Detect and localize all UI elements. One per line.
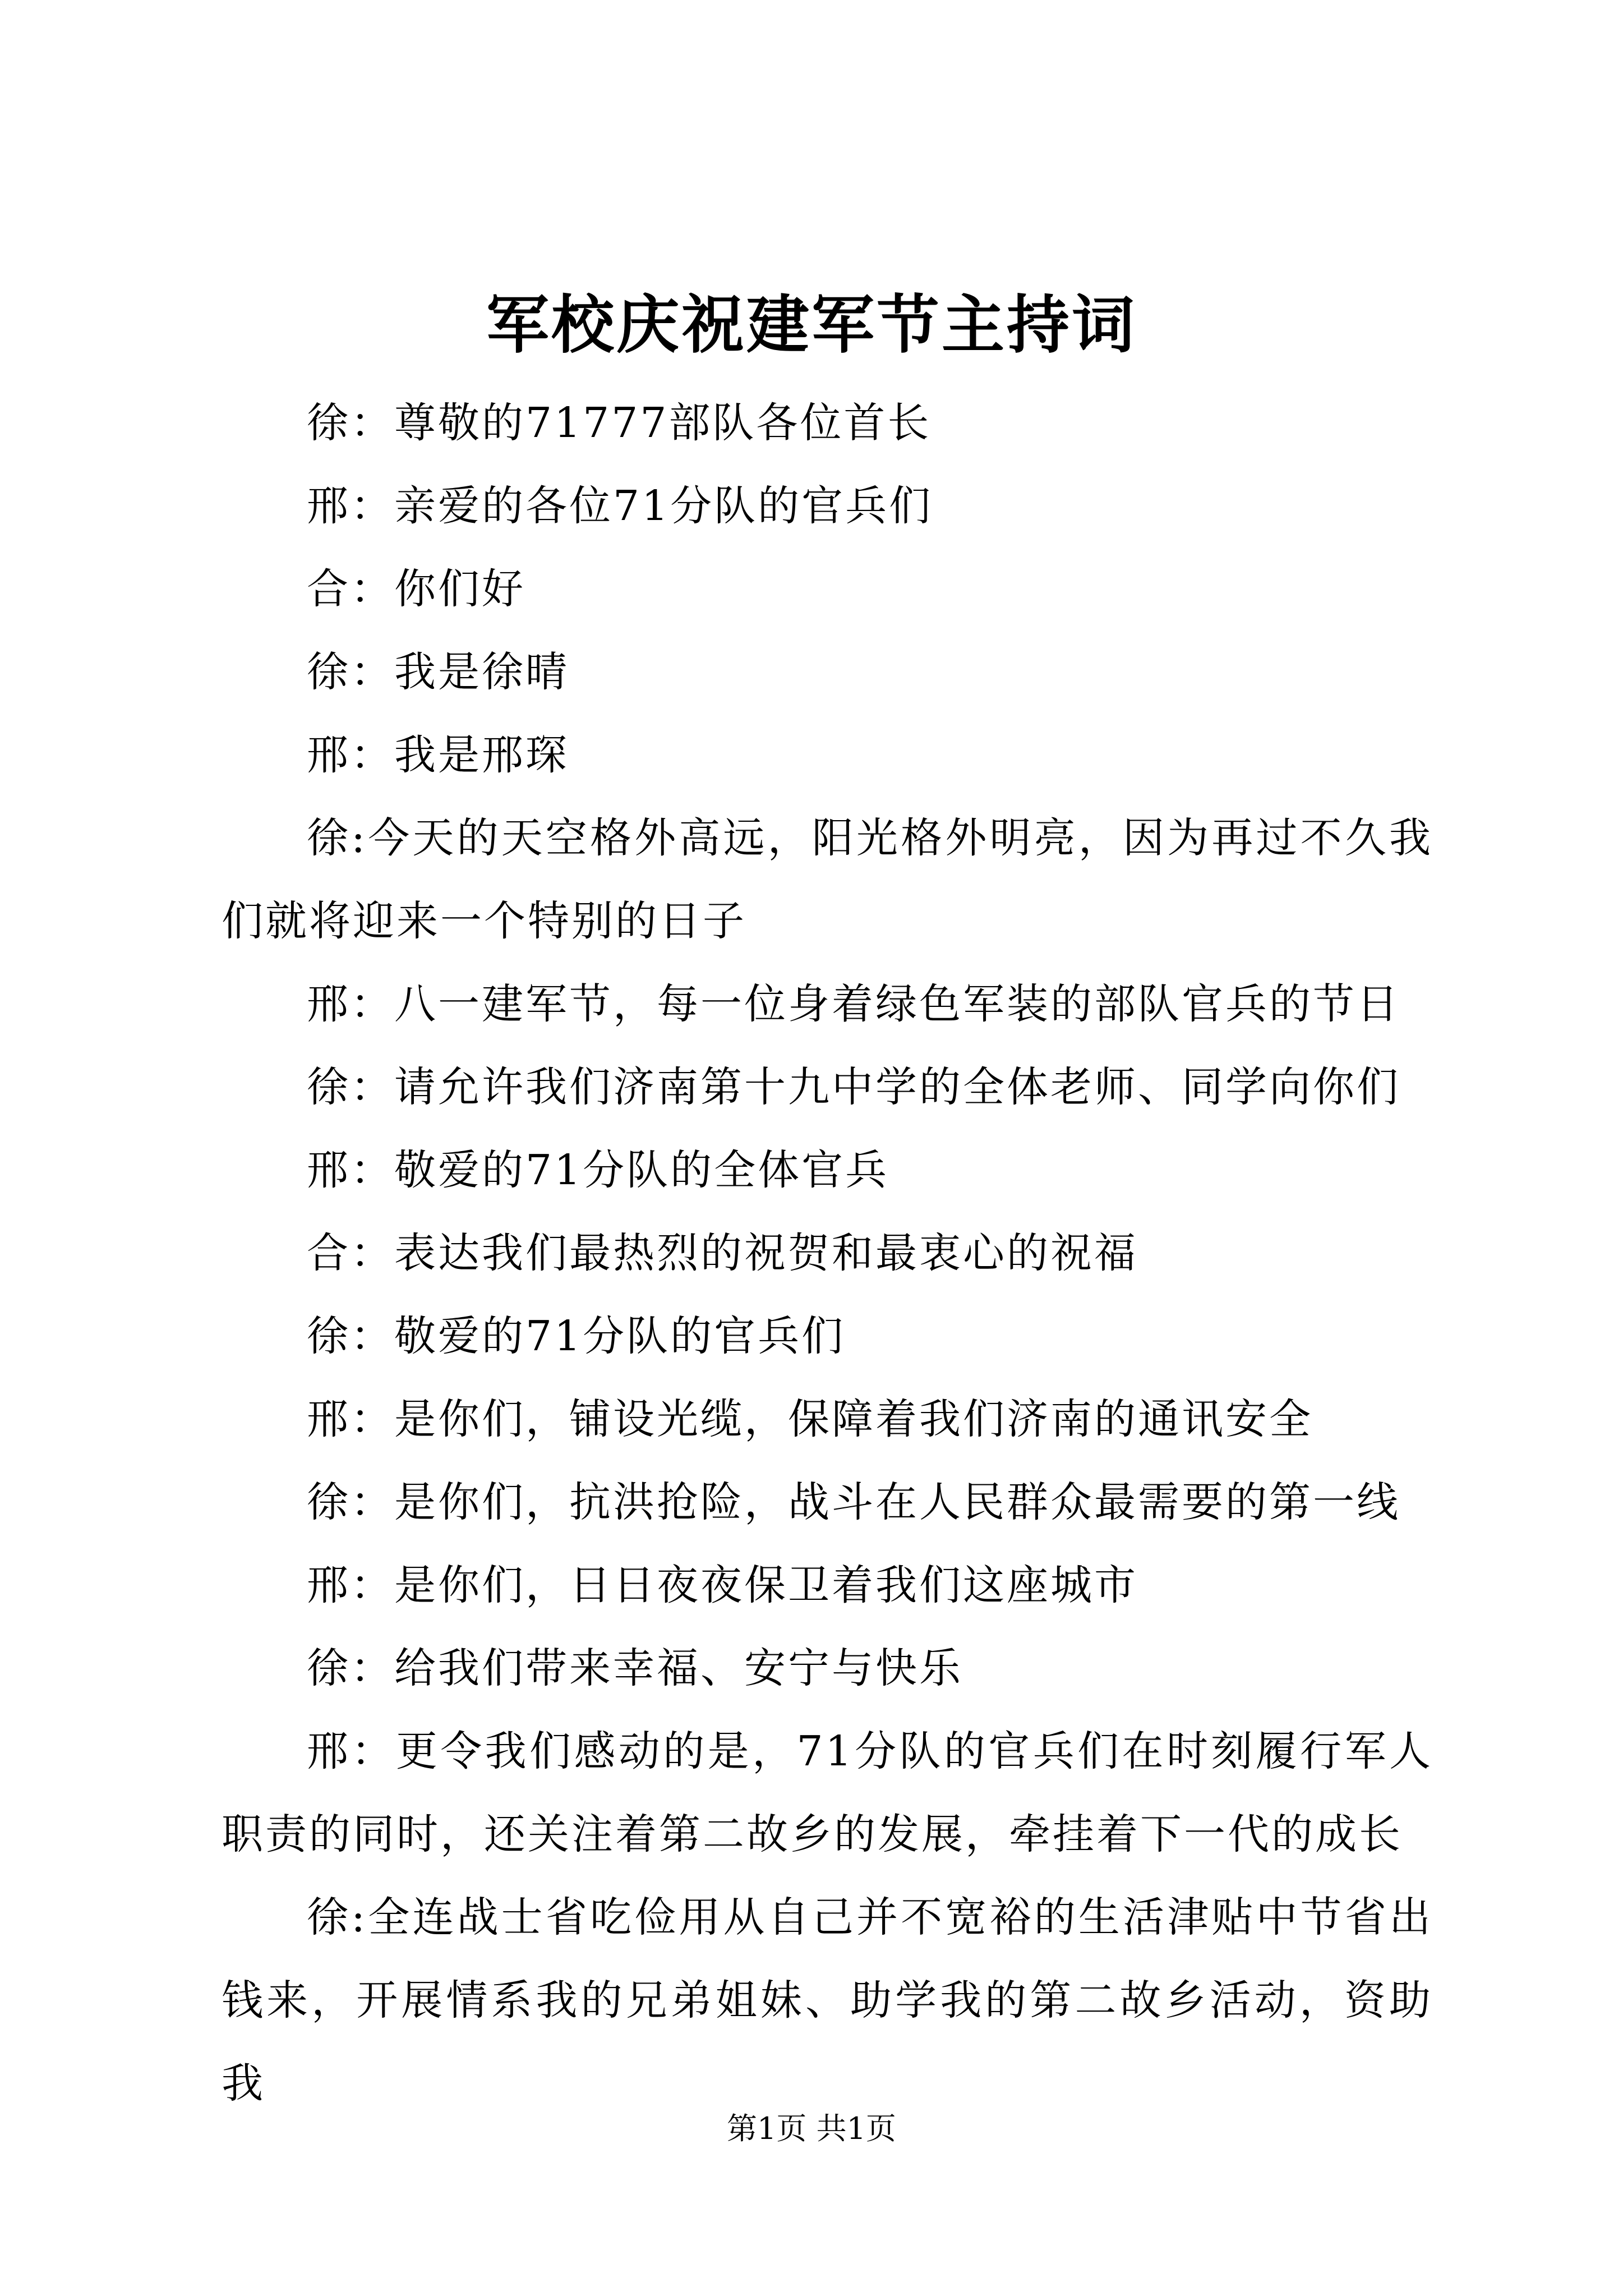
paragraph: 徐：是你们，抗洪抢险，战斗在人民群众最需要的第一线 xyxy=(307,1478,1400,1526)
paragraph: 徐：请允许我们济南第十九中学的全体老师、同学向你们 xyxy=(307,1063,1400,1111)
paragraph: 邢：八一建军节，每一位身着绿色军装的部队官兵的节日 xyxy=(307,980,1400,1028)
paragraph: 徐:今天的天空格外高远，阳光格外明亮，因为再过不久我们就将迎来一个特别的日子 xyxy=(222,814,1433,945)
paragraph: 徐:全连战士省吃俭用从自己并不宽裕的生活津贴中节省出钱来，开展情系我的兄弟姐妹、助学我的第二故乡活动，资助我 xyxy=(222,1893,1433,2108)
document-title: 军校庆祝建军节主持词 xyxy=(486,288,1137,362)
paragraph: 徐：尊敬的71777部队各位首长 xyxy=(307,399,932,447)
paragraph: 邢：敬爱的71分队的全体官兵 xyxy=(307,1146,889,1194)
paragraph: 邢：是你们，日日夜夜保卫着我们这座城市 xyxy=(307,1561,1138,1609)
paragraph: 邢：亲爱的各位71分队的官兵们 xyxy=(307,482,933,530)
paragraph: 徐：给我们带来幸福、安宁与快乐 xyxy=(307,1644,963,1692)
document-body xyxy=(222,381,1433,2125)
page-footer: 第1页 共1页 xyxy=(727,2111,896,2146)
paragraph: 邢：更令我们感动的是，71分队的官兵们在时刻履行军人职责的同时，还关注着第二故乡的发展，牵挂着下一代的成长 xyxy=(222,1727,1433,1858)
paragraph: 邢：我是邢琛 xyxy=(307,731,569,779)
paragraph: 徐：我是徐晴 xyxy=(307,648,569,696)
paragraph: 邢：是你们，铺设光缆，保障着我们济南的通讯安全 xyxy=(307,1395,1313,1443)
paragraph: 合：表达我们最热烈的祝贺和最衷心的祝福 xyxy=(307,1229,1138,1277)
paragraph: 合：你们好 xyxy=(307,565,525,613)
paragraph: 徐：敬爱的71分队的官兵们 xyxy=(307,1312,846,1360)
